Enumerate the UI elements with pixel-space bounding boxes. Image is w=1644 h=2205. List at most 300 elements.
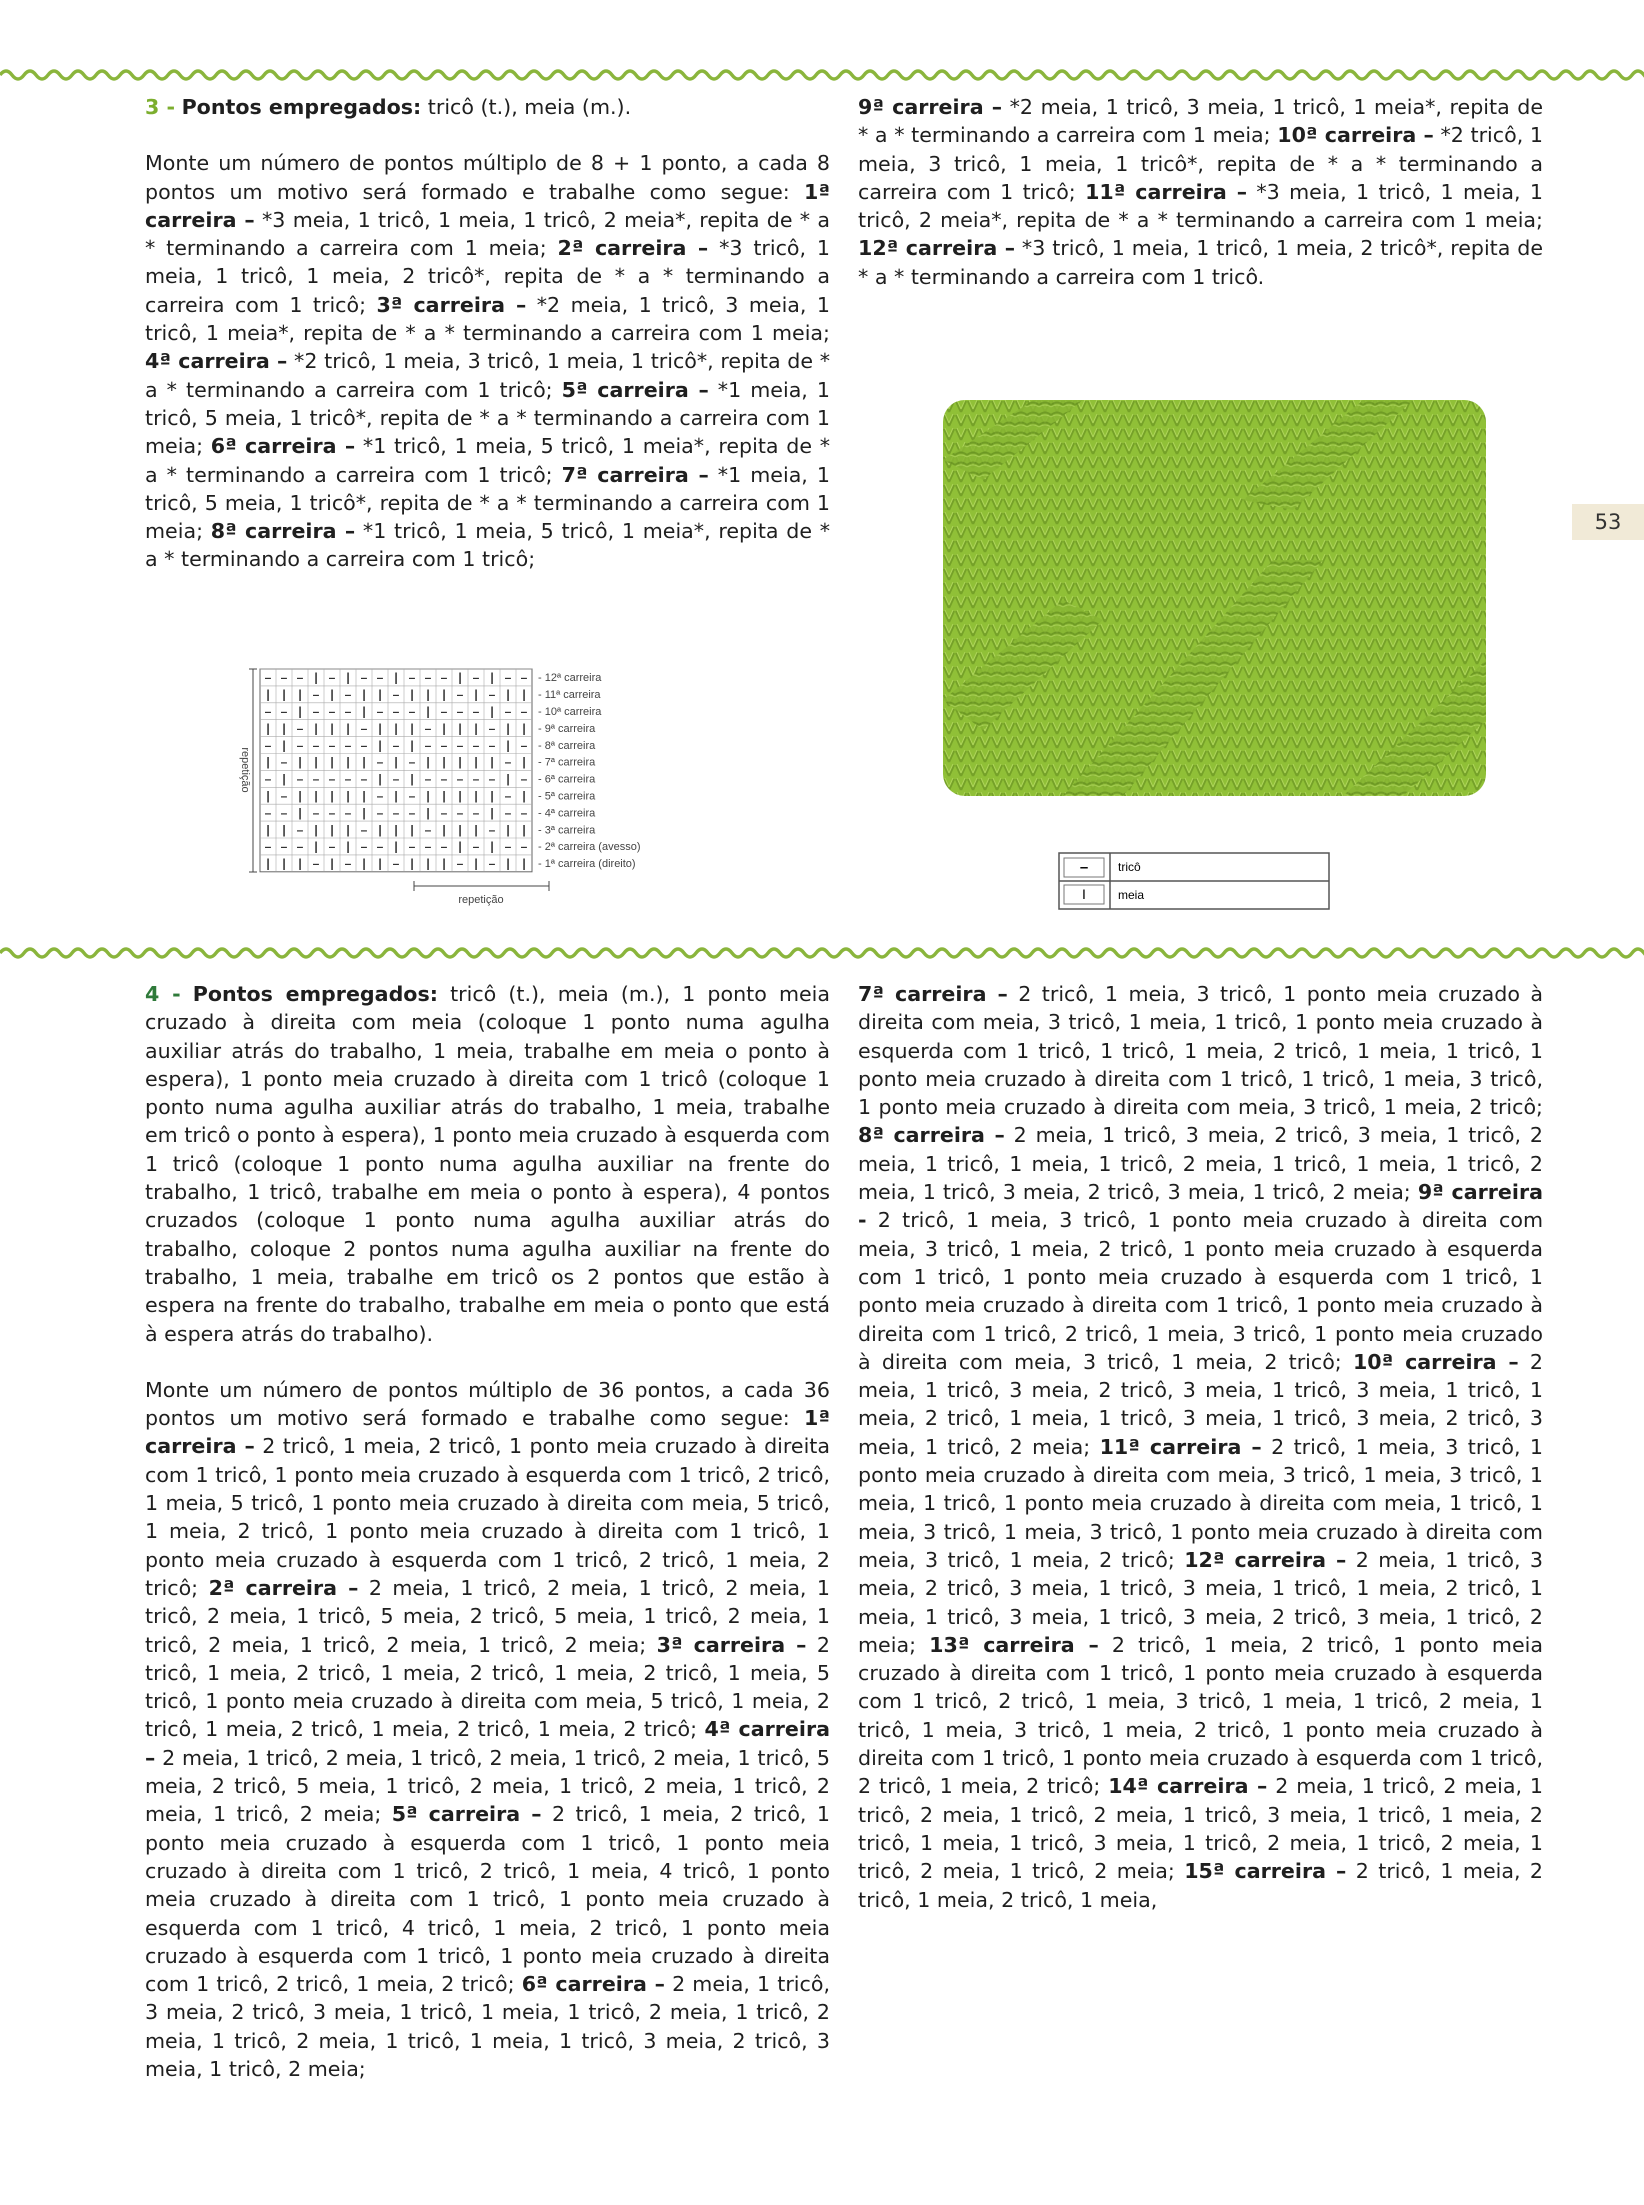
section4-row-label: 11ª carreira – [1099,1434,1262,1459]
section4-heading [145,980,830,1348]
chart-cell: – [408,704,416,719]
chart-cell: | [522,822,526,837]
chart-cell: – [424,822,432,837]
chart-cell: – [520,772,528,787]
chart-cell: | [298,755,302,770]
chart-cell: | [330,755,334,770]
chart-cell: – [360,822,368,837]
section3-row-text: *3 tricô, 1 meia, 1 tricô, 1 meia, 2 tricô*, repita de * a * terminando a carreira com 1 tricô; [145,236,831,317]
chart-cell: | [490,839,494,854]
chart-cell: – [504,670,512,685]
chart-cell: – [376,839,384,854]
section3-row-label: 10ª carreira – [1277,123,1434,148]
chart-cell: | [298,805,302,820]
chart-cell: – [360,738,368,753]
section4-row-text: 2 tricô, 1 meia, 3 tricô, 1 ponto meia cruzado à direita com meia, 3 tricô, 1 meia, 3 tricô, 1 meia, 1 tricô, 1 ponto meia cruzado à direita com meia, 1 tricô, 1 meia, 3 tricô, 1 meia, 3 tricô, 1 ponto meia cruzado à direita com meia, 3 tricô, 1 meia, 2 tricô; [858,1434,1544,1572]
chart-cell: – [312,805,320,820]
chart-cell: | [490,704,494,719]
chart-cell: – [392,687,400,702]
chart-cell: – [360,772,368,787]
chart-cell: – [344,772,352,787]
chart-cell: | [426,856,430,871]
chart-cell: – [328,805,336,820]
section3-row-label: 8ª carreira – [210,519,356,544]
chart-cell: | [282,822,286,837]
section4-row-label: 7ª carreira – [858,982,1008,1006]
section4-row-text: 2 tricô, 1 meia, 2 tricô, 1 ponto meia cruzado à direita com 1 tricô, 1 ponto meia cruzado à esquerda com 1 tricô, 2 tricô, 1 meia, 5 tricô, 1 ponto meia cruzado à direita com meia, 5 tricô, 1 meia, 2 tricô, 1 ponto meia cruzado à direita com 1 tricô, 1 ponto meia cruzado à esquerda com 1 tricô, 2 tricô, 1 meia, 2 tricô; [145,1434,830,1600]
chart-cell: | [266,687,270,702]
chart-cell: | [314,788,318,803]
chart-cell: | [410,687,414,702]
section4-row-label: 14ª carreira – [1108,1774,1268,1799]
chart-cell: | [330,721,334,736]
chart-cell: – [296,822,304,837]
chart-cell: – [344,704,352,719]
chart-cell: | [490,755,494,770]
chart-row-label: - 1ª carreira (direito) [538,858,636,871]
chart-cell: – [296,839,304,854]
chart-cell: – [328,772,336,787]
chart-cell: | [522,856,526,871]
chart-cell: – [440,704,448,719]
section4-body-cont [858,980,1543,1914]
chart-cell: | [346,755,350,770]
stitch-chart-row-labels [538,672,641,870]
chart-cell: – [328,670,336,685]
chart-cell: | [282,738,286,753]
chart-cell: – [424,738,432,753]
section4-number: 4 - [145,982,181,1006]
chart-row-label: - 6ª carreira [538,773,596,786]
legend-label-knit: meia [1118,888,1145,902]
chart-cell: | [362,755,366,770]
chart-cell: – [504,839,512,854]
chart-cell: – [472,738,480,753]
chart-cell: – [456,805,464,820]
chart-cell: – [504,755,512,770]
chart-cell: | [298,687,302,702]
chart-row-label: - 3ª carreira [538,824,596,837]
chart-cell: – [376,755,384,770]
chart-cell: – [264,772,272,787]
chart-cell: – [376,670,384,685]
chart-cell: | [282,687,286,702]
chart-cell: – [264,805,272,820]
chart-cell: – [328,738,336,753]
chart-cell: – [312,738,320,753]
chart-cell: – [408,788,416,803]
chart-row-label: - 2ª carreira (avesso) [538,841,641,854]
chart-cell: – [296,721,304,736]
chart-cell: – [456,772,464,787]
section3-row-text: *3 meia, 1 tricô, 1 meia, 1 tricô, 2 meia*, repita de * a * terminando a carreira com 1 meia; [145,207,831,261]
chart-cell: | [394,839,398,854]
chart-cell: | [506,772,510,787]
section4-row-label: 9ª carreira - [858,1180,1543,1233]
chart-cell: | [506,822,510,837]
chart-cell: – [296,670,304,685]
stitch-chart-grid [260,669,532,872]
chart-cell: | [362,704,366,719]
section4-row-text: 2 meia, 1 tricô, 3 meia, 2 tricô, 3 meia, 1 tricô, 3 meia, 1 tricô, 1 meia, 2 tricô, 1 meia, 1 tricô, 3 meia, 1 tricô, 3 meia, 2 tricô, 3 meia, 1 tricô, 2 meia; [858,1349,1544,1459]
chart-cell: | [426,755,430,770]
chart-cell: – [296,772,304,787]
chart-row-label: - 4ª carreira [538,807,596,820]
chart-cell: | [490,788,494,803]
section3-row-label: 5ª carreira – [561,377,709,402]
section4-row-text: 2 tricô, 1 meia, 2 tricô, 1 meia, 2 tricô, 1 meia, 2 tricô, 1 meia, 5 tricô, 1 ponto meia cruzado à direita com meia, 5 tricô, 1 meia, 2 tricô, 1 meia, 2 tricô, 1 meia, 2 tricô, 1 meia, 2 tricô; [145,1632,830,1742]
chart-cell: – [328,704,336,719]
section3-number: 3 - [145,95,176,119]
middle-wave-line [0,949,1644,957]
chart-cell: | [410,856,414,871]
chart-cell: | [458,822,462,837]
section3-row-text: *2 meia, 1 tricô, 3 meia, 1 tricô, 1 meia*, repita de * a * terminando a carreira com 1 meia; [145,292,830,346]
chart-cell: | [410,822,414,837]
chart-cell: – [280,805,288,820]
section3-row-text: *1 meia, 1 tricô, 5 meia, 1 tricô*, repita de * a * terminando a carreira com 1 meia; [145,377,831,459]
chart-cell: – [376,788,384,803]
chart-cell: | [426,704,430,719]
chart-cell: | [474,687,478,702]
top-wave-divider [0,64,1644,86]
chart-cell: – [344,805,352,820]
chart-row-label: - 10ª carreira [538,705,602,718]
section4-row-text: 2 tricô, 1 meia, 2 tricô, 1 ponto meia cruzado à direita com 1 tricô, 1 ponto meia cruzado à esquerda com 1 tricô, 2 tricô, 1 meia, 3 tricô, 1 meia, 1 tricô, 2 meia, 1 tricô, 1 meia, 3 tricô, 1 meia, 2 tricô, 1 ponto meia cruzado à direita com 1 tricô, 1 ponto meia cruzado à esquerda com 1 tricô, 2 tricô, 1 meia, 2 tricô; [858,1632,1543,1799]
chart-cell: | [298,704,302,719]
section4-column-left [145,980,830,2083]
chart-cell: | [410,772,414,787]
chart-cell: | [378,772,382,787]
chart-cell: – [472,772,480,787]
chart-cell: | [282,856,286,871]
chart-cell: | [426,687,430,702]
chart-cell: | [458,670,462,685]
chart-cell: – [440,772,448,787]
chart-cell: – [344,856,352,871]
section3-row-text: *2 tricô, 1 meia, 3 tricô, 1 meia, 1 tricô*, repita de * a * terminando a carreira com 1 tricô; [858,123,1543,204]
section3-row-text: *2 meia, 1 tricô, 3 meia, 1 tricô, 1 meia*, repita de * a * terminando a carreira com 1 meia; [858,95,1543,148]
chart-cell: – [472,670,480,685]
chart-cell: | [522,721,526,736]
section3-row-text: *1 tricô, 1 meia, 5 tricô, 1 meia*, repita de * a * terminando a carreira com 1 tricô; [145,434,831,487]
chart-cell: – [264,839,272,854]
chart-cell: – [376,805,384,820]
chart-cell: – [360,670,368,685]
chart-cell: – [344,738,352,753]
chart-cell: | [298,788,302,803]
chart-cell: | [442,687,446,702]
chart-cell: | [410,721,414,736]
legend-symbol-knit: I [1082,886,1086,902]
chart-cell: | [378,687,382,702]
chart-cell: – [488,738,496,753]
chart-cell: | [394,755,398,770]
chart-cell: | [474,822,478,837]
section3-row-label: 2ª carreira – [557,236,709,261]
chart-cell: – [488,772,496,787]
chart-cell: – [264,670,272,685]
section4-row-label: 13ª carreira – [929,1632,1099,1657]
chart-cell: | [378,738,382,753]
section4-column-right [858,980,1543,1914]
chart-cell: | [506,721,510,736]
section3-row-text: *3 tricô, 1 meia, 1 tricô, 1 meia, 2 tricô*, repita de * a * terminando a carreira com 1 tricô. [858,236,1543,289]
section3-row-text: *3 meia, 1 tricô, 1 meia, 1 tricô, 2 meia*, repita de * a * terminando a carreira com 1 meia; [858,179,1543,233]
chart-cell: – [280,788,288,803]
section4-row-text: 2 tricô, 1 meia, 2 tricô, 1 meia, 2 tricô, 1 meia, [858,1859,1544,1912]
chart-cell: – [456,738,464,753]
section3-heading-label: Pontos empregados: [181,95,422,119]
chart-cell: | [346,721,350,736]
chart-cell: – [424,721,432,736]
stitch-legend [1058,852,1330,910]
chart-cell: | [394,670,398,685]
section3-row-text: *1 meia, 1 tricô, 5 meia, 1 tricô*, repita de * a * terminando a carreira com 1 meia; [145,462,831,544]
chart-row-label: - 9ª carreira [538,722,596,735]
chart-cell: | [266,721,270,736]
chart-row-label: - 8ª carreira [538,739,596,752]
chart-cell: | [266,856,270,871]
section4-row-text: 2 tricô, 1 meia, 2 tricô, 1 ponto meia cruzado à esquerda com 1 tricô, 1 ponto meia cruzado à direita com 1 tricô, 2 tricô, 1 meia, 4 tricô, 1 ponto meia cruzado à direita com 1 tricô, 1 ponto meia cruzado à esquerda com 1 tricô, 4 tricô, 1 meia, 2 tricô, 1 ponto meia cruzado à esquerda com 1 tricô, 1 ponto meia cruzado à direita com 1 tricô, 2 tricô, 1 meia, 2 tricô; [145,1802,830,1997]
section3-row-label: 6ª carreira – [210,434,356,459]
chart-cell: – [504,704,512,719]
section4-row-text: 2 meia, 1 tricô, 3 meia, 2 tricô, 3 meia, 1 tricô, 2 meia, 1 tricô, 1 meia, 1 tricô, 2 meia, 1 tricô, 1 meia, 1 tricô, 2 meia, 1 tricô, 3 meia, 2 tricô, 3 meia, 1 tricô, 2 meia; [858,1123,1543,1205]
section4-row-text: 2 meia, 1 tricô, 2 meia, 1 tricô, 2 meia, 1 tricô, 2 meia, 1 tricô, 3 meia, 1 tricô, 1 meia, 2 tricô, 1 meia, 1 tricô, 3 meia, 1 tricô, 2 meia, 1 tricô, 2 meia, 1 tricô, 2 meia, 1 tricô, 2 meia; [858,1774,1544,1884]
chart-cell: – [312,687,320,702]
knit-swatch-photo [943,400,1486,796]
chart-cell: | [394,788,398,803]
chart-cell: – [424,772,432,787]
section3-row-label: 4ª carreira – [145,349,288,374]
chart-row-label: - 7ª carreira [538,756,596,769]
knit-swatch-image [943,400,1486,796]
chart-cell: – [488,856,496,871]
chart-cell: | [378,856,382,871]
chart-cell: | [474,721,478,736]
chart-cell: – [408,755,416,770]
chart-cell: | [330,687,334,702]
chart-cell: – [360,721,368,736]
page-number-tab [1572,504,1644,540]
chart-cell: | [378,721,382,736]
chart-cell: | [362,788,366,803]
chart-cell: | [266,822,270,837]
chart-cell: | [474,755,478,770]
section4-row-label: 15ª carreira – [1184,1859,1347,1884]
chart-cell: | [346,670,350,685]
chart-cell: | [330,822,334,837]
top-wave-line [0,71,1644,79]
chart-cell: – [296,738,304,753]
middle-wave-divider [0,942,1644,964]
chart-cell: – [520,738,528,753]
section3-row-label: 11ª carreira – [1085,179,1248,204]
chart-cell: | [458,839,462,854]
section4-row-label: 12ª carreira – [1184,1547,1347,1572]
chart-row-label: - 12ª carreira [538,672,602,685]
chart-cell: – [392,738,400,753]
chart-cell: | [362,687,366,702]
chart-cell: | [442,822,446,837]
section4-row-label: 3ª carreira – [656,1632,807,1657]
section3-row-text: *1 tricô, 1 meia, 5 tricô, 1 meia*, repita de * a * terminando a carreira com 1 tricô; [145,519,831,572]
section4-row-label: 1ª carreira – [145,1406,830,1459]
chart-row-label: - 11ª carreira [538,689,601,702]
chart-cell: – [312,704,320,719]
chart-cell: | [426,788,430,803]
section3-row-text: *2 tricô, 1 meia, 3 tricô, 1 meia, 1 tricô*, repita de * a * terminando a carreira com 1 tricô; [145,349,830,402]
chart-cell: | [330,788,334,803]
section4-row-text: 2 meia, 1 tricô, 3 meia, 2 tricô, 3 meia, 1 tricô, 1 meia, 1 tricô, 2 meia, 1 tricô, 2 meia, 1 tricô, 2 meia, 1 tricô, 1 meia, 1 tricô, 3 meia, 2 tricô, 3 meia, 1 tricô, 2 meia; [145,1972,831,2081]
chart-row-label: - 5ª carreira [538,790,596,803]
chart-cell: – [424,839,432,854]
section4-row-text: 2 meia, 1 tricô, 2 meia, 1 tricô, 2 meia, 1 tricô, 2 meia, 1 tricô, 5 meia, 2 tricô, 5 meia, 1 tricô, 2 meia, 1 tricô, 2 meia, 1 tricô, 2 meia, 1 tricô, 2 meia; [145,1745,830,1827]
chart-cell: | [522,687,526,702]
section3-row-label: 12ª carreira – [858,236,1016,261]
chart-cell: – [488,822,496,837]
chart-cell: | [410,738,414,753]
section4-row-label: 2ª carreira – [208,1575,359,1600]
chart-cell: | [458,788,462,803]
section3-heading [145,93,830,121]
page-number: 53 [1594,510,1622,534]
chart-cell: – [408,839,416,854]
chart-cell: | [314,822,318,837]
chart-cell: – [520,670,528,685]
chart-cell: | [346,822,350,837]
chart-cell: – [456,856,464,871]
chart-cell: – [392,772,400,787]
chart-cell: | [442,788,446,803]
chart-cell: – [360,839,368,854]
chart-cell: – [456,704,464,719]
chart-cell: – [488,687,496,702]
chart-cell: | [522,788,526,803]
chart-cell: | [282,721,286,736]
section4-body [145,1376,830,2083]
section3-row-label: 3ª carreira – [376,292,527,317]
section3-row-label: 9ª carreira – [858,95,1003,119]
chart-cell: – [424,670,432,685]
chart-cell: | [394,721,398,736]
section3-row-label: 1ª carreira – [145,179,830,232]
chart-cell: – [408,670,416,685]
chart-cell: | [314,755,318,770]
bottom-repeat-label: repetição [458,894,504,907]
chart-cell: | [314,721,318,736]
chart-cell: | [474,788,478,803]
chart-cell: – [440,839,448,854]
chart-cell: | [362,805,366,820]
chart-cell: – [392,856,400,871]
section4-row-label: 10ª carreira – [1352,1349,1519,1374]
chart-cell: | [522,755,526,770]
chart-cell: – [264,738,272,753]
chart-cell: – [504,788,512,803]
chart-cell: – [344,687,352,702]
chart-cell: – [520,839,528,854]
chart-cell: – [456,687,464,702]
section4-row-label: 5ª carreira – [391,1802,542,1827]
section3-column-left [145,93,830,574]
chart-cell: – [392,704,400,719]
chart-cell: | [346,839,350,854]
chart-cell: – [264,704,272,719]
chart-cell: | [282,772,286,787]
chart-cell: – [472,805,480,820]
chart-cell: | [458,755,462,770]
chart-cell: | [442,856,446,871]
chart-cell: | [442,755,446,770]
chart-cell: – [520,704,528,719]
chart-cell: | [506,856,510,871]
chart-cell: | [298,856,302,871]
chart-cell: – [504,805,512,820]
chart-cell: | [490,670,494,685]
chart-cell: | [330,856,334,871]
chart-cell: | [506,687,510,702]
chart-cell: | [506,738,510,753]
legend-symbol-purl: – [1079,859,1089,876]
section4-row-text: 2 meia, 1 tricô, 2 meia, 1 tricô, 2 meia, 1 tricô, 2 meia, 1 tricô, 5 meia, 2 tricô, 5 meia, 1 tricô, 2 meia, 1 tricô, 2 meia, 1 tricô, 2 meia, 1 tricô, 2 meia; [145,1575,831,1657]
section3-row-label: 7ª carreira – [561,462,709,487]
chart-cell: | [346,788,350,803]
section3-intro: Monte um número de pontos múltiplo de 8 + 1 ponto, a cada 8 pontos um motivo será formado e trabalhe como segue: [145,151,830,204]
section4-heading-label: Pontos empregados: [192,982,438,1006]
chart-cell: | [490,805,494,820]
section3-body-cont [858,93,1543,291]
chart-cell: | [442,721,446,736]
chart-cell: | [266,788,270,803]
section3-heading-text: tricô (t.), meia (m.). [421,95,632,119]
chart-cell: – [488,721,496,736]
chart-cell: | [426,805,430,820]
section3-body [145,149,830,573]
chart-cell: | [394,822,398,837]
legend-label-purl: tricô [1118,860,1141,874]
chart-cell: – [472,704,480,719]
section4-row-label: 4ª carreira – [145,1717,831,1770]
chart-cell: – [408,805,416,820]
chart-cell: – [376,704,384,719]
chart-cell: – [280,670,288,685]
chart-cell: – [440,738,448,753]
section4-row-text: 2 meia, 1 tricô, 3 meia, 2 tricô, 3 meia, 1 tricô, 3 meia, 1 tricô, 1 meia, 2 tricô, 1 meia, 1 tricô, 3 meia, 1 tricô, 3 meia, 2 tricô, 3 meia, 1 tricô, 2 meia; [858,1547,1544,1657]
chart-cell: – [392,805,400,820]
section4-row-label: 8ª carreira – [858,1123,1005,1148]
chart-cell: – [440,805,448,820]
chart-cell: | [458,721,462,736]
chart-cell: – [520,805,528,820]
chart-cell: – [312,772,320,787]
section4-row-label: 6ª carreira – [521,1972,665,1997]
section4-heading-text: tricô (t.), meia (m.), 1 ponto meia cruzado à direita com meia (coloque 1 ponto numa agulha auxiliar atrás do trabalho, 1 meia, trabalhe em meia o ponto à espera), 1 ponto meia cruzado à direita com 1 tricô (coloque 1 ponto numa agulha auxiliar atrás do trabalho, 1 meia, trabalhe em tricô o ponto à espera), 1 ponto meia cruzado à esquerda com 1 tricô (coloque 1 ponto numa agulha auxiliar na frente do trabalho, 1 tricô, trabalhe em meia o ponto à espera), 4 pontos cruzados (coloque 1 ponto numa agulha auxiliar atrás do trabalho, coloque 2 pontos numa agulha auxiliar na frente do trabalho, 1 meia, trabalhe em tricô os 2 pontos que estão à espera na frente do trabalho, trabalhe em meia o ponto que está à espera atrás do trabalho). [145,982,831,1346]
section3-column-right [858,93,1543,291]
chart-cell: | [378,822,382,837]
side-repeat-label: repetição [239,747,251,793]
chart-cell: | [362,856,366,871]
chart-cell: – [312,856,320,871]
chart-cell: – [472,839,480,854]
section4-intro: Monte um número de pontos múltiplo de 36 pontos, a cada 36 pontos um motivo será formado e trabalhe como segue: [145,1377,830,1431]
chart-cell: – [328,839,336,854]
chart-cell: – [280,839,288,854]
chart-cell: – [280,704,288,719]
chart-cell: – [280,755,288,770]
chart-cell: – [440,670,448,685]
section4-row-text: 2 tricô, 1 meia, 3 tricô, 1 ponto meia cruzado à direita com meia, 3 tricô, 1 meia, 1 tricô, 1 ponto meia cruzado à esquerda com 1 tricô, 1 tricô, 1 meia, 2 tricô, 1 meia, 1 tricô, 1 ponto meia cruzado à direita com 1 tricô, 1 tricô, 1 meia, 3 tricô, 1 ponto meia cruzado à direita com meia, 3 tricô, 1 meia, 2 tricô; [858,982,1543,1120]
